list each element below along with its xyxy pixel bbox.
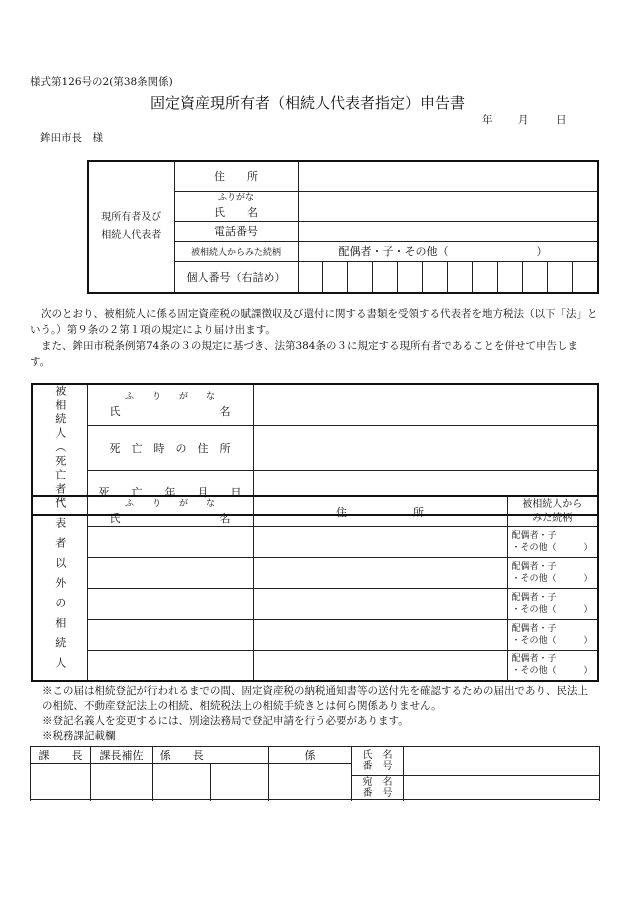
heir-relation-cell[interactable]	[507, 650, 598, 681]
section-chief-spacer	[211, 747, 269, 764]
heir-relation-cell[interactable]	[507, 558, 598, 589]
heirs-relation-header-1: 被相続人から	[522, 499, 583, 511]
id-digit-box[interactable]	[497, 262, 522, 292]
staff-stamp-box[interactable]	[269, 764, 352, 800]
name-number-label	[352, 747, 404, 776]
address-field[interactable]	[298, 161, 598, 191]
id-digit-box[interactable]	[472, 262, 497, 292]
deceased-name-label-cell	[87, 384, 253, 426]
furigana-label: ふりがな	[217, 192, 254, 203]
deceased-side-label: 被相続人（死亡者）	[53, 385, 67, 511]
section-chief-stamp-box[interactable]	[153, 764, 211, 800]
table-row	[32, 588, 598, 619]
heirs-furigana-label: ふ り が な	[124, 498, 215, 509]
name-number-label-2: 番 号	[362, 761, 393, 772]
name-number-label-1: 氏 名	[362, 750, 393, 761]
address-number-field[interactable]	[404, 776, 600, 800]
date-month-label: 月	[518, 114, 529, 126]
name-label: 氏 名	[214, 206, 258, 220]
heir-relation-line1: 配偶者・子	[511, 623, 557, 634]
id-digit-box[interactable]	[322, 262, 347, 292]
phone-field[interactable]	[298, 221, 598, 241]
heirs-relation-header-2: みた続柄	[532, 512, 573, 524]
section-chief-label: 係 長	[153, 747, 211, 764]
table-row	[32, 650, 598, 681]
applicant-table	[87, 160, 599, 294]
id-digit-box[interactable]	[422, 262, 447, 292]
heir-relation-line1: 配偶者・子	[511, 654, 557, 665]
applicant-group-label	[88, 161, 174, 293]
deceased-address-field[interactable]	[253, 426, 598, 471]
address-label: 住 所	[174, 161, 298, 191]
id-digit-box[interactable]	[397, 262, 422, 292]
heir-relation-cell[interactable]	[507, 619, 598, 650]
relation-label: 被相続人からみた続柄	[174, 241, 298, 261]
deceased-name-label: 氏 名	[109, 405, 231, 419]
note-3: ※税務課記載欄	[42, 730, 116, 742]
section-chief-stamp-box-2[interactable]	[211, 764, 269, 800]
heirs-name-header	[87, 496, 253, 527]
heir-relation-line2: ・その他（ ）	[511, 604, 593, 615]
heir-relation-line1: 配偶者・子	[511, 561, 557, 572]
id-number-field[interactable]	[298, 261, 598, 293]
heir-relation-line1: 配偶者・子	[511, 531, 557, 542]
id-digit-box[interactable]	[347, 262, 372, 292]
name-field[interactable]	[298, 191, 598, 221]
heir-address-field[interactable]	[253, 558, 507, 589]
heir-relation-line2: ・その他（ ）	[511, 543, 593, 554]
date-day-label: 日	[556, 114, 567, 126]
heir-relation-line2: ・その他（ ）	[511, 635, 593, 646]
id-digit-box[interactable]	[299, 262, 323, 292]
deceased-date-label: 死 亡 年 月 日	[87, 470, 253, 515]
chief-label: 課 長	[31, 747, 91, 764]
date-year-label: 年	[482, 114, 493, 126]
address-number-label	[352, 776, 404, 800]
name-number-field[interactable]	[404, 747, 600, 776]
address-number-label-2: 番 号	[362, 787, 393, 799]
heirs-relation-header	[507, 496, 598, 527]
heir-relation-line2: ・その他（ ）	[511, 666, 593, 677]
deceased-furigana-label: ふ り が な	[124, 392, 215, 403]
note-2: ※登記名義人を変更するには、別途法務局で登記申請を行う必要があります。	[42, 715, 409, 727]
office-use-table	[30, 746, 600, 800]
heir-name-field[interactable]	[87, 650, 253, 681]
id-digit-box[interactable]	[522, 262, 547, 292]
heir-address-field[interactable]	[253, 527, 507, 558]
deceased-address-label: 死 亡 時 の 住 所	[87, 426, 253, 471]
heir-name-field[interactable]	[87, 619, 253, 650]
relation-field[interactable]: 配偶者・子・その他（ ）	[298, 241, 598, 261]
note-1: ※この届は相続登記が行われるまでの間、固定資産税の納税通知書等の送付先を確認するための届出であり、民法上の相続、不動産登記法上の相続、相続税法上の相続手続きとは何ら関係ありません。	[42, 685, 588, 712]
body-paragraph-1: 次のとおり、被相続人に係る固定資産税の賦課徴収及び還付に関する書類を受領する代表者を地方税法（以下「法」という。）第９条の２第１項の規定により届け出ます。	[30, 308, 598, 336]
applicant-group-label-2: 相続人代表者	[101, 229, 162, 241]
heir-address-field[interactable]	[253, 588, 507, 619]
heir-relation-line1: 配偶者・子	[511, 592, 557, 603]
id-digit-box[interactable]	[547, 262, 572, 292]
heir-name-field[interactable]	[87, 558, 253, 589]
heirs-side-label-cell	[32, 496, 87, 681]
heir-address-field[interactable]	[253, 619, 507, 650]
heirs-address-header: 住 所	[253, 496, 507, 527]
heir-relation-cell[interactable]	[507, 588, 598, 619]
form-reference: 様式第126号の2(第38条関係)	[30, 76, 173, 88]
table-row	[32, 558, 598, 589]
id-digit-box[interactable]	[372, 262, 397, 292]
chief-stamp-box[interactable]	[31, 764, 91, 800]
table-row	[32, 619, 598, 650]
deceased-name-field[interactable]	[253, 384, 598, 426]
heirs-side-label: 代表者以外の相続人	[53, 497, 67, 677]
heir-name-field[interactable]	[87, 588, 253, 619]
heir-name-field[interactable]	[87, 527, 253, 558]
id-digit-box[interactable]	[447, 262, 472, 292]
id-number-boxes	[299, 262, 598, 292]
heir-address-field[interactable]	[253, 650, 507, 681]
id-number-label: 個人番号（右詰め）	[174, 261, 298, 293]
phone-label: 電話番号	[174, 221, 298, 241]
applicant-group-label-1: 現所有者及び	[101, 211, 162, 223]
addressee: 鉾田市長 様	[40, 132, 103, 144]
heir-relation-cell[interactable]	[507, 527, 598, 558]
heirs-table	[31, 495, 599, 682]
page-title: 固定資産現所有者（相続人代表者指定）申告書	[150, 94, 466, 112]
table-row	[32, 527, 598, 558]
id-digit-box[interactable]	[572, 262, 597, 292]
body-paragraph-2: また、鉾田市税条例第74条の３の規定に基づき、法第384条の３に規定する現所有者であることを併せて申告します。	[30, 340, 578, 368]
name-label-cell	[174, 191, 298, 221]
heirs-name-label: 氏 名	[109, 511, 231, 525]
staff-label: 係	[269, 747, 352, 764]
deputy-stamp-box[interactable]	[91, 764, 153, 800]
heir-relation-line2: ・その他（ ）	[511, 574, 593, 585]
address-number-label-1: 宛 名	[362, 776, 393, 788]
deputy-label: 課長補佐	[91, 747, 153, 764]
